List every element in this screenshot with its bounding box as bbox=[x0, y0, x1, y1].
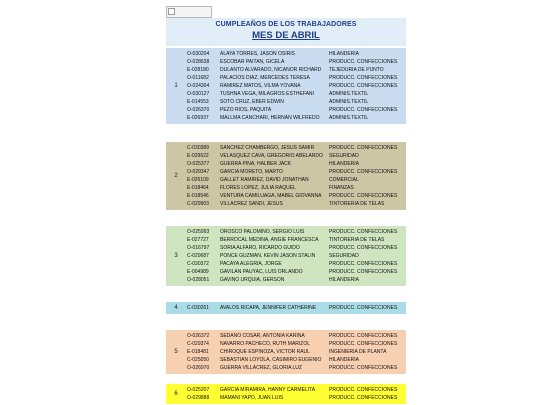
employee-area: SEGURIDAD bbox=[329, 253, 359, 259]
employee-row bbox=[186, 386, 406, 394]
broken-image-icon bbox=[168, 8, 175, 15]
employee-name: SORIA ALFARO, RICARDO GUIDO bbox=[220, 245, 300, 251]
employee-row bbox=[186, 268, 406, 276]
employee-area: PRODUCC. CONFECCIONES bbox=[329, 387, 398, 393]
employee-code: O-016797 bbox=[187, 245, 210, 251]
employee-row bbox=[186, 276, 406, 284]
group-rows bbox=[186, 226, 406, 286]
employee-area: ADMINIS.TEXTIL bbox=[329, 115, 369, 121]
employee-area: COMERCIAL bbox=[329, 177, 359, 183]
employee-area: PRODUCC. CONFECCIONES bbox=[329, 261, 398, 267]
employee-area: PRODUCC. CONFECCIONES bbox=[329, 229, 398, 235]
employee-row bbox=[186, 114, 406, 122]
group-number: 3 bbox=[174, 253, 178, 259]
employee-code: C-029374 bbox=[187, 341, 209, 347]
employee-name: FLORES LOPEZ, JULIA RAQUEL bbox=[220, 185, 296, 191]
employee-row bbox=[186, 184, 406, 192]
employee-code: E-029622 bbox=[187, 153, 209, 159]
employee-name: SOTO CRUZ, EBER EDWIN bbox=[220, 99, 284, 105]
employee-area: PRODUCC. CONFECCIONES bbox=[329, 83, 398, 89]
report-subtitle: MES DE ABRIL bbox=[252, 30, 320, 41]
employee-name: VILLACREZ SANDI, JESUS bbox=[220, 201, 283, 207]
employee-area: ADMINIS.TEXTIL bbox=[329, 91, 369, 97]
employee-area: TEJEDURIA DE PUNTO bbox=[329, 67, 384, 73]
employee-area: HILANDERIA bbox=[329, 277, 360, 283]
employee-code: O-024304 bbox=[187, 83, 210, 89]
employee-area: PRODUCC. CONFECCIONES bbox=[329, 193, 398, 199]
employee-area: TINTORERIA DE TELAS bbox=[329, 237, 385, 243]
group-rows bbox=[186, 142, 406, 210]
employee-row bbox=[186, 332, 406, 340]
employee-row bbox=[186, 244, 406, 252]
employee-area: HILANDERIA bbox=[329, 161, 360, 167]
employee-area: PRODUCC. CONFECCIONES bbox=[329, 305, 398, 311]
group-number: 4 bbox=[174, 305, 178, 311]
employee-name: VELASQUEZ CAVA, GREGORIO ABELARDO bbox=[220, 153, 323, 159]
employee-code: C-025050 bbox=[187, 357, 209, 363]
employee-row bbox=[186, 394, 406, 402]
employee-area: INGENIERIA DE PLANTA bbox=[329, 349, 387, 355]
employee-name: SEBASTIAN LOYOLA, CASIMIRO EUGENIO bbox=[220, 357, 322, 363]
employee-code: E-026937 bbox=[187, 115, 209, 121]
employee-area: PRODUCC. CONFECCIONES bbox=[329, 75, 398, 81]
employee-code: C-029903 bbox=[187, 201, 209, 207]
employee-code: E-028180 bbox=[187, 67, 209, 73]
group-rows bbox=[186, 384, 406, 404]
employee-row bbox=[186, 252, 406, 260]
employee-name: CHIROQUE ESPINOZA, VICTOR RAUL bbox=[220, 349, 310, 355]
employee-row bbox=[186, 50, 406, 58]
employee-area: HILANDERIA bbox=[329, 51, 360, 57]
employee-code: E-027727 bbox=[187, 237, 209, 243]
employee-name: ESCOBAR PAITAN, GICELA bbox=[220, 59, 285, 65]
employee-area: PRODUCC. CONFECCIONES bbox=[329, 333, 398, 339]
group-number: 6 bbox=[174, 391, 178, 397]
employee-row bbox=[186, 236, 406, 244]
employee-area: PRODUCC. CONFECCIONES bbox=[329, 395, 398, 401]
group-rows bbox=[186, 48, 406, 124]
employee-row bbox=[186, 200, 406, 208]
employee-row bbox=[186, 58, 406, 66]
birthday-group-5 bbox=[166, 330, 406, 374]
employee-name: RAMIREZ MATOS, VILMA YOVANA bbox=[220, 83, 301, 89]
employee-name: PONCE GUZMAN, KEVIN JASON STALIN bbox=[220, 253, 316, 259]
employee-name: GALLET RAMIREZ, DAVID JONATHAN bbox=[220, 177, 309, 183]
birthday-group-1 bbox=[166, 48, 406, 124]
employee-name: VENTURA CAMILUAGA, MABEL GIOVANNA bbox=[220, 193, 322, 199]
employee-code: E-026109 bbox=[187, 177, 209, 183]
employee-area: PRODUCC. CONFECCIONES bbox=[329, 341, 398, 347]
employee-code: O-030204 bbox=[187, 51, 210, 57]
employee-code: C-029687 bbox=[187, 253, 209, 259]
employee-name: GAVINO URQUIA, GERSON bbox=[220, 277, 285, 283]
employee-code: E-018546 bbox=[187, 193, 209, 199]
employee-code: E-004989 bbox=[187, 269, 209, 275]
employee-code: O-029347 bbox=[187, 169, 210, 175]
employee-row bbox=[186, 74, 406, 82]
employee-row bbox=[186, 348, 406, 356]
group-number: 1 bbox=[174, 83, 178, 89]
group-number: 5 bbox=[174, 349, 178, 355]
company-logo-image bbox=[166, 6, 212, 18]
employee-area: HILANDERIA bbox=[329, 357, 360, 363]
employee-name: MAMANI YAPO, JUAN LUIS bbox=[220, 395, 284, 401]
employee-row bbox=[186, 176, 406, 184]
employee-name: MALLMA CANCHARI, HERNAN WILFREDO bbox=[220, 115, 320, 121]
employee-area: FINANZAS bbox=[329, 185, 354, 191]
employee-code: O-025207 bbox=[187, 387, 210, 393]
employee-row bbox=[186, 98, 406, 106]
employee-code: O-028051 bbox=[187, 277, 210, 283]
employee-row bbox=[186, 66, 406, 74]
birthday-group-6 bbox=[166, 384, 406, 404]
employee-name: GUERRA VILLACREZ, GLORIA LUZ bbox=[220, 365, 302, 371]
employee-code: E-014553 bbox=[187, 99, 209, 105]
employee-area: PRODUCC. CONFECCIONES bbox=[329, 59, 398, 65]
employee-row bbox=[186, 260, 406, 268]
employee-area: PRODUCC. CONFECCIONES bbox=[329, 145, 398, 151]
employee-name: PALACIOS DIAZ, MERCEDES TERESA bbox=[220, 75, 310, 81]
group-rows bbox=[186, 330, 406, 374]
employee-code: C-030389 bbox=[187, 145, 209, 151]
employee-name: PEZO RIOS, PAQUITA bbox=[220, 107, 272, 113]
employee-code: C-030372 bbox=[187, 261, 209, 267]
employee-code: O-026370 bbox=[187, 107, 210, 113]
employee-name: PACAYA ALEGRIA, JORGE bbox=[220, 261, 282, 267]
employee-row bbox=[186, 192, 406, 200]
birthday-group-2 bbox=[166, 142, 406, 210]
employee-code: O-026372 bbox=[187, 333, 210, 339]
employee-name: ALAYA TORRES, JASON OSIRIS bbox=[220, 51, 295, 57]
employee-row bbox=[186, 168, 406, 176]
employee-code: E-018464 bbox=[187, 185, 209, 191]
employee-code: O-028638 bbox=[187, 59, 210, 65]
employee-code: O-026970 bbox=[187, 365, 210, 371]
employee-area: PRODUCC. CONFECCIONES bbox=[329, 365, 398, 371]
employee-name: BERROCAL MEDINA, ANGIE FRANCESCA bbox=[220, 237, 319, 243]
birthday-group-4 bbox=[166, 302, 406, 314]
group-number: 2 bbox=[174, 173, 178, 179]
employee-row bbox=[186, 160, 406, 168]
employee-row bbox=[186, 90, 406, 98]
employee-row bbox=[186, 228, 406, 236]
employee-name: GUERRA PINA, HALBER JACK bbox=[220, 161, 292, 167]
employee-name: SANCHEZ CHAMBERGO, JESUS SAMIR bbox=[220, 145, 315, 151]
employee-code: C-030261 bbox=[187, 305, 209, 311]
employee-row bbox=[186, 304, 406, 312]
group-rows bbox=[186, 302, 406, 314]
employee-name: GAVILAN PAUYAC, LUIS ORLANDO bbox=[220, 269, 303, 275]
employee-name: GARCIA MIRAMIRA, HANNY CARMELITA bbox=[220, 387, 316, 393]
employee-row bbox=[186, 144, 406, 152]
report-title: CUMPLEAÑOS DE LOS TRABAJADORES bbox=[215, 21, 357, 28]
employee-row bbox=[186, 364, 406, 372]
employee-code: O-011682 bbox=[187, 75, 209, 81]
employee-name: NAVARRO PACHECO, RUTH MARIZOL bbox=[220, 341, 311, 347]
birthday-group-3 bbox=[166, 226, 406, 286]
employee-code: E-018481 bbox=[187, 349, 209, 355]
employee-name: GARCIA MORETO, MARTO bbox=[220, 169, 283, 175]
employee-name: TUSHNA VEGA, MILAGROS ESTHEFANI bbox=[220, 91, 314, 97]
employee-area: TINTORERIA DE TELAS bbox=[329, 201, 385, 207]
employee-name: SEDANO COSAR, ANTONIA KARINA bbox=[220, 333, 305, 339]
employee-name: DULANTO ALVARADO, NICANOR RICHARD bbox=[220, 67, 322, 73]
employee-row bbox=[186, 106, 406, 114]
employee-code: O-025377 bbox=[187, 161, 210, 167]
employee-area: PRODUCC. CONFECCIONES bbox=[329, 107, 398, 113]
employee-area: PRODUCC. CONFECCIONES bbox=[329, 169, 398, 175]
employee-name: OROSCO PALOMINO, SERGIO LUIS bbox=[220, 229, 305, 235]
employee-area: ADMINIS.TEXTIL bbox=[329, 99, 369, 105]
employee-row bbox=[186, 82, 406, 90]
report-header bbox=[166, 18, 406, 46]
employee-area: SEGURIDAD bbox=[329, 153, 359, 159]
employee-row bbox=[186, 152, 406, 160]
employee-code: O-029888 bbox=[187, 395, 210, 401]
employee-code: O-030127 bbox=[187, 91, 210, 97]
employee-name: AVALOS RICAPA, JENNIFER CATHERINE bbox=[220, 305, 317, 311]
employee-area: PRODUCC. CONFECCIONES bbox=[329, 245, 398, 251]
employee-area: PRODUCC. CONFECCIONES bbox=[329, 269, 398, 275]
employee-row bbox=[186, 356, 406, 364]
employee-row bbox=[186, 340, 406, 348]
employee-code: O-025993 bbox=[187, 229, 210, 235]
